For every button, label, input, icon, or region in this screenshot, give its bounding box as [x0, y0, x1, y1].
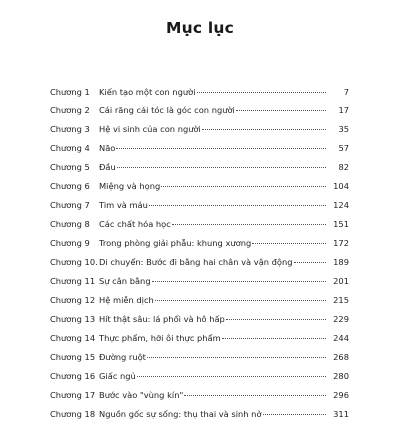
- toc-page-number: 244: [327, 329, 400, 348]
- toc-entry-title: Đầu: [99, 158, 116, 177]
- toc-chapter-label: Chương 17: [0, 386, 99, 405]
- toc-page-number: 104: [327, 177, 400, 196]
- toc-entry-title: Bước vào "vùng kín": [99, 386, 183, 405]
- toc-page-number: 35: [327, 120, 400, 139]
- toc-list: [0, 83, 400, 424]
- toc-entry-title: Thực phẩm, hỡi ôi thực phẩm: [99, 329, 221, 348]
- toc-entry: [0, 83, 400, 101]
- toc-page-number: 17: [327, 101, 400, 120]
- toc-entry-title: Tim và máu: [99, 196, 148, 215]
- toc-entry-title: Cái răng cái tóc là góc con người: [99, 101, 235, 120]
- toc-entry: [0, 291, 400, 310]
- toc-chapter-label: Chương 6: [0, 177, 99, 196]
- toc-dot-leader: [222, 338, 326, 339]
- toc-entry-title: Hệ vi sinh của con người: [99, 120, 201, 139]
- toc-entry: [0, 310, 400, 329]
- toc-entry-title: Di chuyển: Bước đi bằng hai chân và vận động: [99, 253, 293, 272]
- toc-entry: [0, 253, 400, 272]
- toc-entry-title: Hít thật sâu: lá phổi và hô hấp: [99, 310, 225, 329]
- toc-entry-title: Não: [99, 139, 115, 158]
- toc-chapter-label: Chương 7: [0, 196, 99, 215]
- toc-page-number: 7: [327, 83, 400, 102]
- toc-entry: [0, 329, 400, 348]
- toc-dot-leader: [252, 243, 326, 244]
- toc-entry: [0, 367, 400, 386]
- toc-page-number: 311: [327, 405, 400, 424]
- toc-entry: [0, 215, 400, 234]
- toc-page-number: 229: [327, 310, 400, 329]
- toc-chapter-label: Chương 3: [0, 120, 99, 139]
- toc-chapter-label: Chương 16: [0, 367, 99, 386]
- toc-dot-leader: [149, 205, 326, 206]
- toc-dot-leader: [294, 262, 326, 263]
- toc-chapter-label: Chương 11: [0, 272, 99, 291]
- toc-entry-title: Nguồn gốc sự sống: thụ thai và sinh nở: [99, 405, 262, 424]
- toc-chapter-label: Chương 4: [0, 139, 99, 158]
- toc-dot-leader: [147, 357, 326, 358]
- toc-entry: [0, 101, 400, 120]
- toc-entry: [0, 386, 400, 405]
- toc-chapter-label: Chương 5: [0, 158, 99, 177]
- toc-dot-leader: [263, 414, 326, 415]
- toc-entry-title: Kiến tạo một con người: [99, 83, 196, 102]
- toc-page-number: 280: [327, 367, 400, 386]
- toc-dot-leader: [197, 92, 326, 93]
- toc-entry: [0, 272, 400, 291]
- toc-page-number: 172: [327, 234, 400, 253]
- toc-entry-title: Trong phòng giải phẫu: khung xương: [99, 234, 251, 253]
- toc-chapter-label: Chương 15: [0, 348, 99, 367]
- toc-chapter-label: Chương 1: [0, 83, 99, 102]
- toc-dot-leader: [152, 281, 326, 282]
- toc-entry-title: Hệ miễn dịch: [99, 291, 154, 310]
- toc-entry-title: Các chất hóa học: [99, 215, 171, 234]
- toc-dot-leader: [155, 300, 326, 301]
- toc-page-number: 296: [327, 386, 400, 405]
- toc-dot-leader: [116, 148, 326, 149]
- toc-entry-title: Sự cân bằng: [99, 272, 151, 291]
- toc-chapter-label: Chương 13: [0, 310, 99, 329]
- toc-page-number: 268: [327, 348, 400, 367]
- toc-entry: [0, 196, 400, 215]
- toc-dot-leader: [236, 110, 326, 111]
- toc-chapter-label: Chương 12: [0, 291, 99, 310]
- toc-chapter-label: Chương 14: [0, 329, 99, 348]
- toc-page-number: 151: [327, 215, 400, 234]
- toc-entry: [0, 234, 400, 253]
- toc-entry: [0, 120, 400, 139]
- toc-chapter-label: Chương 8: [0, 215, 99, 234]
- toc-chapter-label: Chương 2: [0, 101, 99, 120]
- toc-dot-leader: [137, 376, 326, 377]
- toc-entry-title: Đường ruột: [99, 348, 146, 367]
- toc-entry: [0, 177, 400, 196]
- toc-entry-title: Giấc ngủ: [99, 367, 136, 386]
- toc-chapter-label: Chương 9: [0, 234, 99, 253]
- toc-entry: [0, 139, 400, 158]
- toc-page-number: 82: [327, 158, 400, 177]
- toc-dot-leader: [172, 224, 326, 225]
- toc-dot-leader: [226, 319, 326, 320]
- toc-entry: [0, 348, 400, 367]
- toc-dot-leader: [117, 167, 326, 168]
- toc-page-number: 57: [327, 139, 400, 158]
- toc-dot-leader: [184, 395, 326, 396]
- toc-page-number: 124: [327, 196, 400, 215]
- toc-chapter-label: Chương 10.: [0, 253, 99, 272]
- page-title: Mục lục: [0, 19, 400, 37]
- toc-page-number: 201: [327, 272, 400, 291]
- toc-dot-leader: [202, 129, 326, 130]
- toc-page-number: 215: [327, 291, 400, 310]
- toc-page-number: 189: [327, 253, 400, 272]
- toc-entry: [0, 405, 400, 424]
- toc-entry: [0, 158, 400, 177]
- toc-entry-title: Miệng và họng: [99, 177, 160, 196]
- toc-chapter-label: Chương 18: [0, 405, 99, 424]
- toc-dot-leader: [161, 186, 326, 187]
